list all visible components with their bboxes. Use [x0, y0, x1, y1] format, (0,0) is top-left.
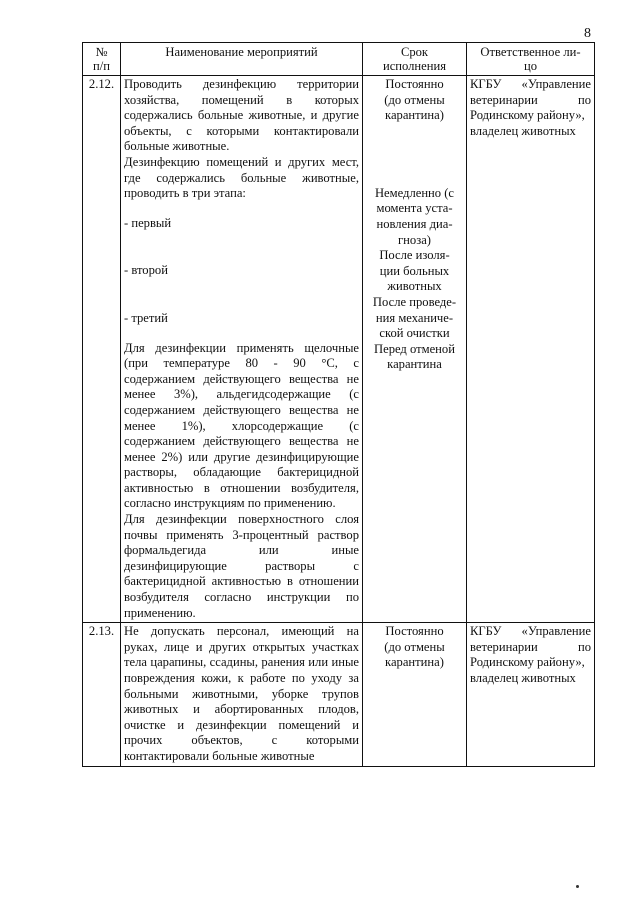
term-intro: Немедленно (с момента уста- новления диа- гноза)	[374, 185, 455, 247]
header-num: № п/п	[83, 43, 121, 76]
row-number: 2.12.	[83, 76, 121, 623]
table-row	[83, 623, 595, 766]
measure-paragraph: Для дезинфекции применять щелочные (при температуре 80 - 90 °С, с содержанием действующего вещества не менее 3%), альдегидсодержащие (с содержанием действующего вещества не менее 1%), хлорсодержащие (с содержанием действующего вещества не менее 2%) или другие дезинфицирующие растворы, обладающие бактерицидной активностью в отношении возбудителя, согласно инструкциям по применению.	[124, 340, 359, 511]
term-stage: Перед отменой карантина	[374, 341, 455, 372]
scan-dot	[576, 885, 579, 888]
header-name: Наименование мероприятий	[121, 43, 363, 76]
stage-label: - первый	[124, 215, 172, 230]
header-term: Срок исполнения	[363, 43, 467, 76]
row-measure	[121, 76, 363, 623]
table-row	[83, 76, 595, 623]
row-number: 2.13.	[83, 623, 121, 766]
row-term: Постоянно (до отмены карантина)	[363, 623, 467, 766]
stage-label: - второй	[124, 263, 168, 278]
measure-paragraph: Проводить дезинфекцию территории хозяйства, помещений в которых содержались больные животные, и другие объекты, с которыми контактировали больные животные.	[124, 77, 359, 154]
header-responsible: Ответственное ли- цо	[467, 43, 595, 76]
measure-paragraph: Для дезинфекции поверхностного слоя почвы применять 3-процентный раствор формальдегида или иные дезинфицирующие растворы с бактерицидной активностью в отношении возбудителя согласно инструкции по применению.	[124, 512, 359, 620]
row-responsible: КГБУ «Управление ветеринарии по Родинскому району», владелец животных	[467, 623, 595, 766]
row-responsible: КГБУ «Управление ветеринарии по Родинскому району», владелец животных	[467, 76, 595, 623]
row-term	[363, 76, 467, 623]
measures-table	[82, 42, 595, 767]
measure-paragraph: Дезинфекцию помещений и других мест, где содержались больные животные, проводить в три этапа:	[124, 154, 359, 201]
term-main: Постоянно (до отмены карантина)	[384, 77, 445, 123]
page-number: 8	[584, 26, 591, 41]
term-stage: После проведе- ния механиче- ской очистки	[372, 294, 457, 341]
table-header-row	[83, 43, 595, 76]
term-stage: После изоля- ции больных животных	[379, 248, 450, 294]
stage-label: - третий	[124, 310, 168, 325]
row-measure: Не допускать персонал, имеющий на руках, лице и других открытых участках тела царапины, ссадины, ранения или иные повреждения кожи, к работе по уходу за больными животными, уборке трупов животных и абортированных плодов, очистке и дезинфекции помещений и прочих объектов, с которыми контактировали больные животные	[121, 623, 363, 766]
